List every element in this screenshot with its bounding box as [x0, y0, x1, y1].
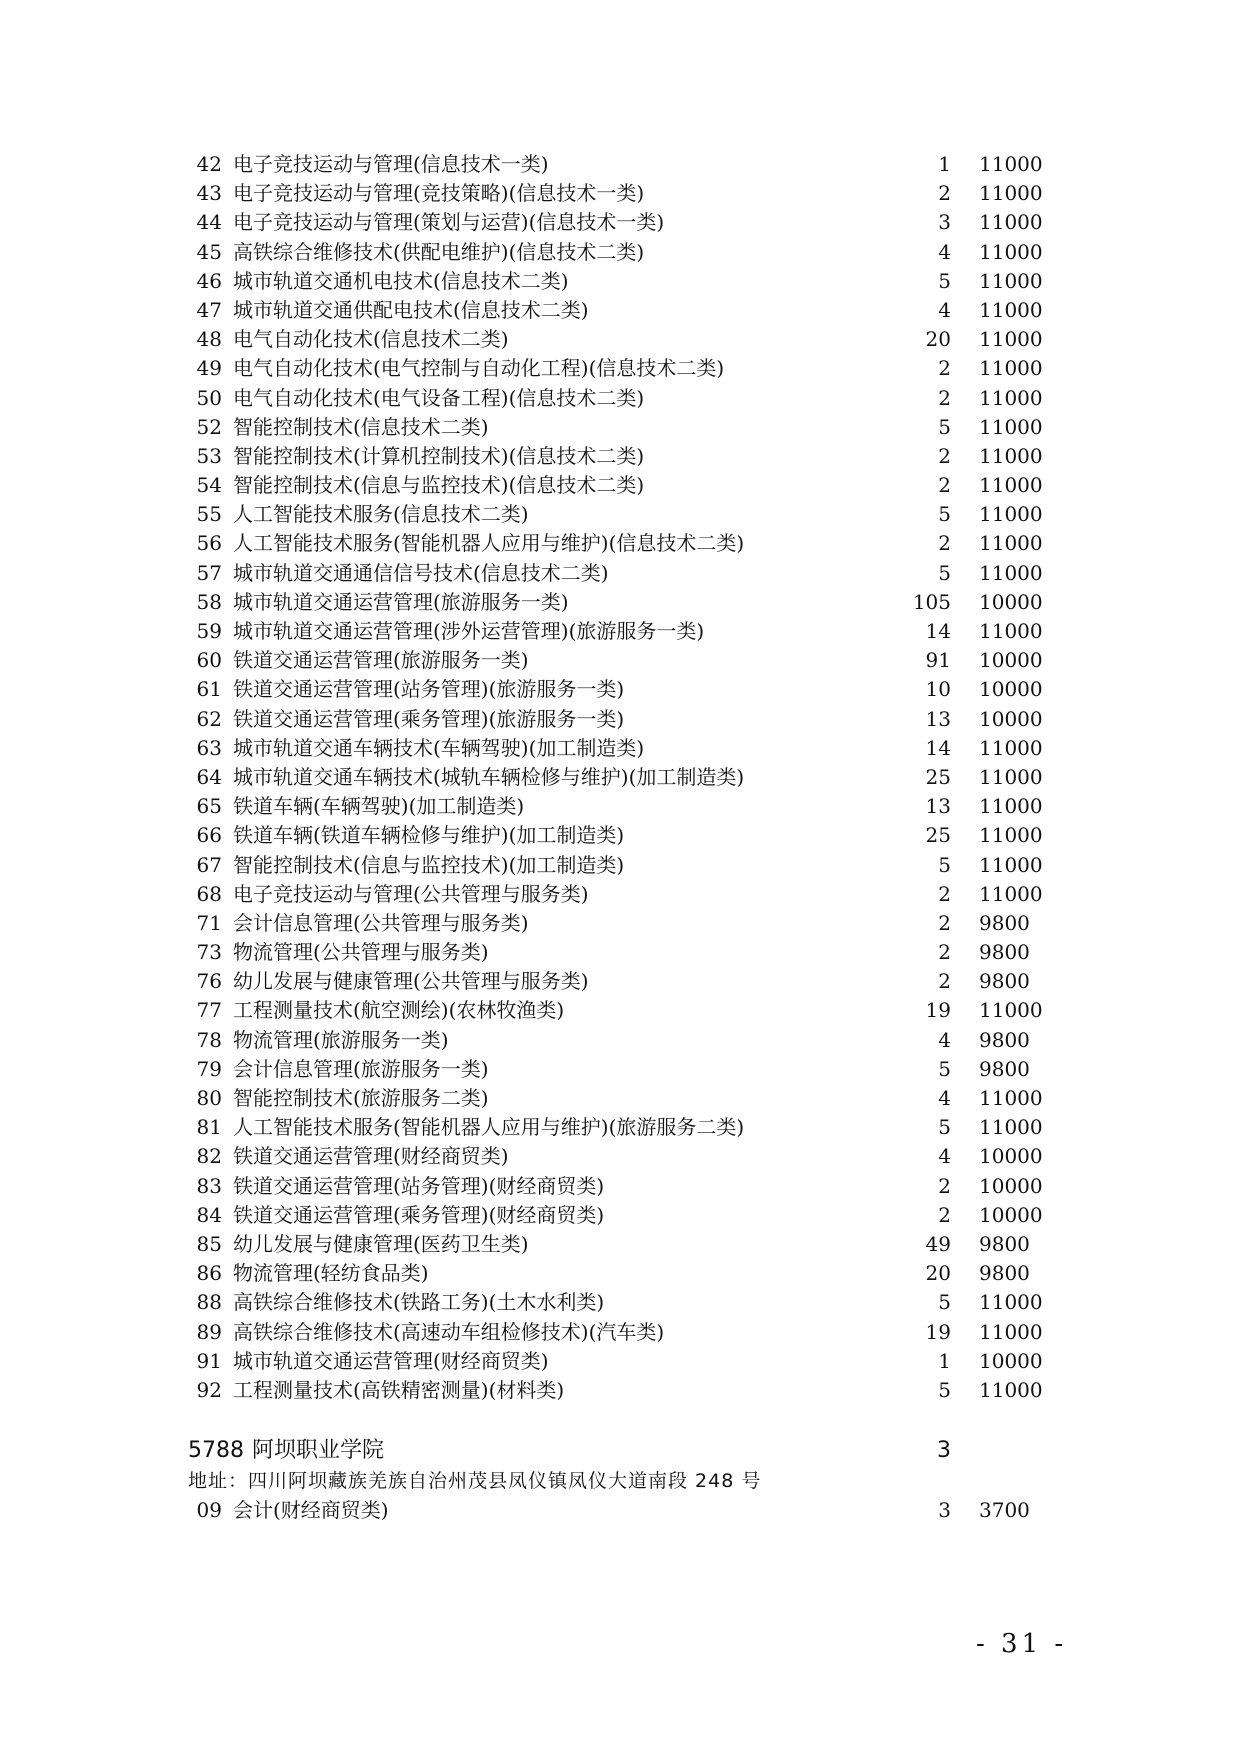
row-count: 1: [938, 1348, 951, 1373]
row-name: 电气自动化技术(电气设备工程)(信息技术二类): [233, 385, 645, 410]
row-fee: 9800: [979, 969, 1030, 994]
row-count: 2: [938, 443, 951, 468]
row-code: 49: [196, 356, 222, 381]
row-name: 物流管理(轻纺食品类): [233, 1261, 429, 1286]
table-row: [0, 1055, 1240, 1084]
row-fee: 9800: [979, 1056, 1030, 1081]
row-count: 19: [925, 998, 951, 1023]
row-fee: 11000: [979, 502, 1043, 527]
row-count: 5: [938, 268, 951, 293]
row-code: 46: [196, 268, 222, 293]
row-count: 20: [925, 1261, 951, 1286]
row-count: 5: [938, 560, 951, 585]
row-code: 58: [196, 589, 222, 614]
row-fee: 11000: [979, 443, 1043, 468]
row-count: 2: [938, 940, 951, 965]
row-name: 高铁综合维修技术(高速动车组检修技术)(汽车类): [233, 1319, 665, 1344]
table-row: [0, 1288, 1240, 1317]
row-fee: 11000: [979, 152, 1043, 176]
row-name: 城市轨道交通通信信号技术(信息技术二类): [233, 560, 609, 585]
row-fee: 9800: [979, 940, 1030, 965]
row-name: 幼儿发展与健康管理(公共管理与服务类): [233, 969, 589, 994]
row-name: 人工智能技术服务(信息技术二类): [233, 502, 529, 527]
row-code: 45: [196, 239, 222, 264]
row-code: 62: [196, 706, 222, 731]
row-name: 人工智能技术服务(智能机器人应用与维护)(信息技术二类): [233, 531, 745, 556]
table-row: [0, 413, 1240, 442]
row-fee: 11000: [979, 998, 1043, 1023]
row-code: 81: [196, 1115, 222, 1140]
row-code: 83: [196, 1173, 222, 1198]
table-row: [0, 588, 1240, 617]
row-fee: 10000: [979, 1202, 1043, 1227]
row-code: 68: [196, 881, 222, 906]
table-row: [0, 179, 1240, 208]
row-name: 电子竞技运动与管理(信息技术一类): [233, 152, 549, 176]
table-row: [0, 208, 1240, 237]
row-name: 电子竞技运动与管理(竞技策略)(信息技术一类): [233, 181, 645, 206]
row-fee: 11000: [979, 385, 1043, 410]
row-name: 铁道车辆(铁道车辆检修与维护)(加工制造类): [233, 823, 625, 848]
table-row: [0, 1084, 1240, 1113]
row-name: 电气自动化技术(电气控制与自动化工程)(信息技术二类): [233, 356, 725, 381]
row-code: 89: [196, 1319, 222, 1344]
row-name: 城市轨道交通供配电技术(信息技术二类): [233, 297, 589, 322]
row-fee: 9800: [979, 1027, 1030, 1052]
major-list: [0, 150, 1240, 1405]
row-fee: 9800: [979, 1231, 1030, 1256]
row-name: 城市轨道交通机电技术(信息技术二类): [233, 268, 569, 293]
row-fee: 11000: [979, 881, 1043, 906]
table-row: [0, 150, 1240, 179]
row-count: 19: [925, 1319, 951, 1344]
row-name: 工程测量技术(航空测绘)(农林牧渔类): [233, 998, 565, 1023]
row-count: 14: [925, 735, 951, 760]
row-fee: 10000: [979, 706, 1043, 731]
row-fee: 10000: [979, 1173, 1043, 1198]
row-count: 3: [938, 1498, 951, 1522]
table-row: [0, 734, 1240, 763]
row-code: 60: [196, 648, 222, 673]
table-row: [0, 1201, 1240, 1230]
row-count: 4: [938, 239, 951, 264]
row-name: 高铁综合维修技术(铁路工务)(土木水利类): [233, 1290, 605, 1315]
row-code: 66: [196, 823, 222, 848]
row-code: 50: [196, 385, 222, 410]
row-code: 54: [196, 473, 222, 498]
row-code: 71: [196, 910, 222, 935]
row-fee: 9800: [979, 910, 1030, 935]
table-row: [0, 1113, 1240, 1142]
table-row: [0, 646, 1240, 675]
row-count: 10: [925, 677, 951, 702]
row-count: 4: [938, 1144, 951, 1169]
row-fee: 11000: [979, 852, 1043, 877]
row-name: 城市轨道交通车辆技术(城轨车辆检修与维护)(加工制造类): [233, 764, 745, 789]
row-code: 78: [196, 1027, 222, 1052]
table-row: [0, 238, 1240, 267]
row-count: 2: [938, 881, 951, 906]
school-major-list: [0, 1496, 1240, 1525]
row-code: 82: [196, 1144, 222, 1169]
row-count: 13: [925, 794, 951, 819]
row-count: 20: [925, 327, 951, 352]
table-row: [0, 1496, 1240, 1525]
row-fee: 11000: [979, 327, 1043, 352]
row-code: 61: [196, 677, 222, 702]
row-name: 电气自动化技术(信息技术二类): [233, 327, 509, 352]
row-count: 105: [912, 589, 951, 614]
row-code: 67: [196, 852, 222, 877]
row-code: 48: [196, 327, 222, 352]
row-fee: 11000: [979, 531, 1043, 556]
row-fee: 10000: [979, 677, 1043, 702]
row-count: 5: [938, 1377, 951, 1402]
row-count: 13: [925, 706, 951, 731]
row-count: 2: [938, 473, 951, 498]
row-fee: 11000: [979, 794, 1043, 819]
page-number: - 31 -: [976, 1629, 1068, 1659]
row-code: 86: [196, 1261, 222, 1286]
row-fee: 10000: [979, 1144, 1043, 1169]
table-row: [0, 1259, 1240, 1288]
row-name: 铁道交通运营管理(站务管理)(财经商贸类): [233, 1173, 605, 1198]
row-fee: 11000: [979, 1115, 1043, 1140]
row-name: 城市轨道交通运营管理(财经商贸类): [233, 1348, 549, 1373]
table-row: [0, 354, 1240, 383]
row-code: 88: [196, 1290, 222, 1315]
row-fee: 11000: [979, 181, 1043, 206]
row-count: 5: [938, 852, 951, 877]
row-name: 智能控制技术(信息与监控技术)(加工制造类): [233, 852, 625, 877]
row-fee: 11000: [979, 560, 1043, 585]
row-count: 2: [938, 910, 951, 935]
row-fee: 11000: [979, 735, 1043, 760]
row-name: 电子竞技运动与管理(策划与运营)(信息技术一类): [233, 210, 665, 235]
row-fee: 11000: [979, 764, 1043, 789]
row-code: 57: [196, 560, 222, 585]
row-name: 会计信息管理(旅游服务一类): [233, 1056, 489, 1081]
row-fee: 11000: [979, 297, 1043, 322]
row-fee: 10000: [979, 589, 1043, 614]
row-code: 64: [196, 764, 222, 789]
row-code: 76: [196, 969, 222, 994]
row-code: 80: [196, 1086, 222, 1110]
table-row: [0, 1026, 1240, 1055]
table-row: [0, 1318, 1240, 1347]
row-code: 56: [196, 531, 222, 556]
row-code: 59: [196, 619, 222, 643]
table-row: [0, 1142, 1240, 1171]
row-name: 物流管理(公共管理与服务类): [233, 940, 489, 965]
table-row: [0, 1347, 1240, 1376]
row-code: 85: [196, 1231, 222, 1256]
table-row: [0, 267, 1240, 296]
row-name: 工程测量技术(高铁精密测量)(材料类): [233, 1377, 565, 1402]
row-fee: 11000: [979, 619, 1043, 643]
row-fee: 9800: [979, 1261, 1030, 1286]
table-row: [0, 296, 1240, 325]
row-code: 43: [196, 181, 222, 206]
row-count: 5: [938, 1115, 951, 1140]
row-name: 智能控制技术(计算机控制技术)(信息技术二类): [233, 443, 645, 468]
row-code: 47: [196, 297, 222, 322]
row-code: 73: [196, 940, 222, 965]
row-name: 城市轨道交通运营管理(涉外运营管理)(旅游服务一类): [233, 619, 705, 643]
row-count: 91: [925, 648, 951, 673]
row-name: 城市轨道交通车辆技术(车辆驾驶)(加工制造类): [233, 735, 645, 760]
row-count: 4: [938, 1086, 951, 1110]
row-code: 92: [196, 1377, 222, 1402]
table-row: [0, 325, 1240, 354]
school-code: 5788: [188, 1438, 244, 1463]
table-row: [0, 792, 1240, 821]
row-fee: 11000: [979, 356, 1043, 381]
row-fee: 11000: [979, 414, 1043, 439]
row-code: 53: [196, 443, 222, 468]
row-name: 铁道交通运营管理(财经商贸类): [233, 1144, 509, 1169]
row-code: 65: [196, 794, 222, 819]
table-row: [0, 471, 1240, 500]
row-count: 5: [938, 1290, 951, 1315]
row-count: 5: [938, 502, 951, 527]
row-count: 1: [938, 152, 951, 176]
table-row: [0, 1172, 1240, 1201]
row-count: 14: [925, 619, 951, 643]
row-name: 铁道交通运营管理(乘务管理)(旅游服务一类): [233, 706, 625, 731]
table-row: [0, 705, 1240, 734]
row-code: 91: [196, 1348, 222, 1373]
table-row: [0, 675, 1240, 704]
table-row: [0, 909, 1240, 938]
row-count: 2: [938, 531, 951, 556]
school-count: 3: [937, 1438, 951, 1463]
row-code: 52: [196, 414, 222, 439]
row-code: 44: [196, 210, 222, 235]
row-fee: 11000: [979, 473, 1043, 498]
row-count: 49: [925, 1231, 951, 1256]
table-row: [0, 384, 1240, 413]
table-row: [0, 996, 1240, 1025]
row-fee: 11000: [979, 1319, 1043, 1344]
row-code: 77: [196, 998, 222, 1023]
row-code: 42: [196, 152, 222, 176]
row-code: 84: [196, 1202, 222, 1227]
row-name: 人工智能技术服务(智能机器人应用与维护)(旅游服务二类): [233, 1115, 745, 1140]
row-fee: 11000: [979, 1086, 1043, 1110]
table-row: [0, 442, 1240, 471]
school-address: 地址：四川阿坝藏族羌族自治州茂县凤仪镇凤仪大道南段 248 号: [188, 1470, 762, 1492]
row-name: 铁道交通运营管理(乘务管理)(财经商贸类): [233, 1202, 605, 1227]
school-name: 阿坝职业学院: [252, 1438, 385, 1463]
row-code: 63: [196, 735, 222, 760]
row-count: 5: [938, 1056, 951, 1081]
row-name: 城市轨道交通运营管理(旅游服务一类): [233, 589, 569, 614]
table-row: [0, 559, 1240, 588]
row-count: 3: [938, 210, 951, 235]
row-count: 2: [938, 385, 951, 410]
row-name: 铁道车辆(车辆驾驶)(加工制造类): [233, 794, 525, 819]
table-row: [0, 763, 1240, 792]
row-code: 09: [196, 1498, 222, 1522]
row-count: 2: [938, 1202, 951, 1227]
table-row: [0, 500, 1240, 529]
row-code: 55: [196, 502, 222, 527]
row-name: 幼儿发展与健康管理(医药卫生类): [233, 1231, 529, 1256]
table-row: [0, 880, 1240, 909]
row-name: 物流管理(旅游服务一类): [233, 1027, 449, 1052]
row-count: 2: [938, 181, 951, 206]
row-fee: 11000: [979, 1377, 1043, 1402]
table-row: [0, 1376, 1240, 1405]
row-fee: 10000: [979, 1348, 1043, 1373]
row-name: 铁道交通运营管理(旅游服务一类): [233, 648, 529, 673]
row-count: 25: [925, 764, 951, 789]
row-name: 智能控制技术(信息与监控技术)(信息技术二类): [233, 473, 645, 498]
row-name: 高铁综合维修技术(供配电维护)(信息技术二类): [233, 239, 645, 264]
row-name: 智能控制技术(旅游服务二类): [233, 1086, 489, 1110]
table-row: [0, 1230, 1240, 1259]
row-fee: 3700: [979, 1498, 1030, 1522]
row-count: 2: [938, 356, 951, 381]
table-row: [0, 938, 1240, 967]
school-header: [0, 1436, 1240, 1466]
row-fee: 11000: [979, 823, 1043, 848]
row-count: 2: [938, 1173, 951, 1198]
row-fee: 11000: [979, 268, 1043, 293]
row-count: 4: [938, 297, 951, 322]
table-row: [0, 821, 1240, 850]
row-fee: 11000: [979, 210, 1043, 235]
table-row: [0, 617, 1240, 646]
row-count: 25: [925, 823, 951, 848]
row-name: 会计信息管理(公共管理与服务类): [233, 910, 529, 935]
row-count: 4: [938, 1027, 951, 1052]
row-name: 铁道交通运营管理(站务管理)(旅游服务一类): [233, 677, 625, 702]
row-name: 智能控制技术(信息技术二类): [233, 414, 489, 439]
row-code: 79: [196, 1056, 222, 1081]
table-row: [0, 529, 1240, 558]
row-count: 5: [938, 414, 951, 439]
row-name: 电子竞技运动与管理(公共管理与服务类): [233, 881, 589, 906]
table-row: [0, 851, 1240, 880]
row-count: 2: [938, 969, 951, 994]
row-fee: 10000: [979, 648, 1043, 673]
table-row: [0, 967, 1240, 996]
row-fee: 11000: [979, 1290, 1043, 1315]
row-fee: 11000: [979, 239, 1043, 264]
row-name: 会计(财经商贸类): [233, 1498, 389, 1522]
